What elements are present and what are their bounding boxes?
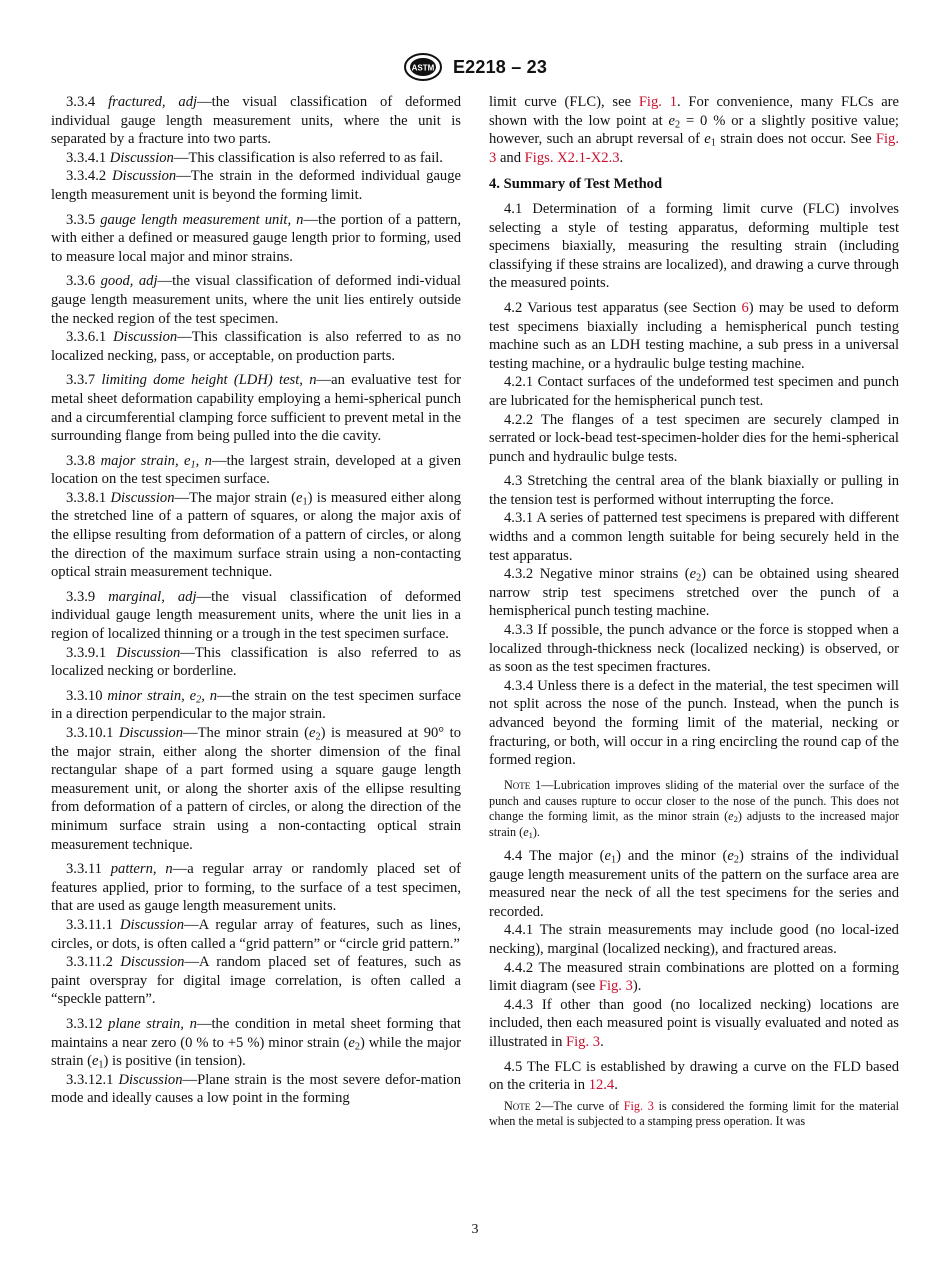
link-fig-3[interactable]: Fig. 3 xyxy=(623,1098,654,1113)
para-4-3-1: 4.3.1 A series of patterned test specimens is prepared with different widths and a common length suitable for being securely held in the test apparatus. xyxy=(489,510,899,564)
section-heading: 4. Summary of Test Method xyxy=(489,176,663,193)
para-3-3-8: 3.3.8 major strain, $e_1$, n—the largest strain, developed at a given location on the test specimen surface. xyxy=(51,452,461,488)
para-3-3-12: 3.3.12 plane strain, n—the condition in metal sheet forming that maintains a near zero (0 % to +5 %) minor strain $(e_2)$ while the major strain $(e_1)$ is positive (in tension). xyxy=(51,1015,461,1071)
para-4-3-3: 4.3.3 If possible, the punch advance or the force is stopped when a localized through-thickness neck (localized necking) is observed, or as soon as the test specimen fractures. xyxy=(489,622,899,676)
link-fig-3[interactable]: Fig. 3 xyxy=(598,978,633,995)
para-4-4-2: 4.4.2 The measured strain combinations are plotted on a forming limit diagram (see Fig. 3). xyxy=(489,959,899,995)
para-3-3-9-1: 3.3.9.1 Discussion—This classification is also referred to as localized necking or borderline. xyxy=(51,644,462,680)
link-fig-1[interactable]: Fig. 1 xyxy=(638,94,677,110)
link-12-4[interactable]: 12.4 xyxy=(588,1077,615,1094)
para-3-3-5: 3.3.5 gauge length measurement unit, n—the portion of a pattern, with either a defined or measured gauge length prior to forming, used to measure local major and minor strains. xyxy=(51,211,461,265)
para-3-3-10: 3.3.10 minor strain, $e_2$, n—the strain on the test specimen surface in a direction perpendicular to the major strain. xyxy=(51,687,462,723)
para-3-3-10-1: 3.3.10.1 Discussion—The minor strain $(e_2)$ is measured at 90° to the major strain, either along the shorter dimension of the final rectangular shape of a part formed using a square gauge length measurement unit, or along the shorter axis of the ellipse resulting from deformation of a pattern of circles, or along the direction of the minimum surface strain using a non-contacting optical strain measurement technique. xyxy=(51,725,461,853)
right-column xyxy=(489,93,899,1136)
para-3-3-12-1-continued: limit curve (FLC), see Fig. 1. For convenience, many FLCs are shown with the low point at $e_2 = 0$ % or a slightly positive value; however, such an abrupt reversal of $e_1$ strain does not occur. See Fig. 3 and Figs. X2.1-X2.3. xyxy=(489,94,900,166)
astm-logo-icon xyxy=(403,52,443,82)
para-3-3-11: 3.3.11 pattern, n—a regular array or randomly placed set of features applied, prior to forming, to the surface of a test specimen, that are used as gauge length measurement units. xyxy=(51,861,461,915)
para-4-4-1: 4.4.1 The strain measurements may include good (no local-ized necking), marginal (localized necking), and fractured areas. xyxy=(489,922,899,957)
para-3-3-9: 3.3.9 marginal, adj—the visual classification of deformed individual gauge length measurement units, where the unit lies in a region of localized thinning or a trough in the test specimen surface. xyxy=(51,588,461,643)
para-3-3-11-1: 3.3.11.1 Discussion—A regular array of features, such as lines, circles, or dots, is often called a “grid pattern” or “circle grid pattern.” xyxy=(51,916,461,952)
para-4-1: 4.1 Determination of a forming limit curve (FLC) involves selecting a style of testing apparatus, deforming multiple test specimens biaxially, measuring the resulting strain (including classifying if these strains are localized), and drawing a curve through the measured points. xyxy=(489,200,899,292)
link-fig-3[interactable]: Fig. 3 xyxy=(489,131,899,166)
para-4-3-2: 4.3.2 Negative minor strains $(e_2)$ can be obtained using sheared narrow strip test specimens stretched over the punch of a hemispherical punch testing machine. xyxy=(489,566,899,620)
para-4-2-1: 4.2.1 Contact surfaces of the undeformed test specimen and punch are lubricated for the hemispherical punch test. xyxy=(489,374,899,409)
para-4-4: 4.4 The major $(e_1)$ and the minor $(e_2)$ strains of the individual gauge length measurement units of the pattern on the surface area are measured near the neck of all the test specimens for the series and recorded. xyxy=(489,847,899,920)
para-3-3-11-2: 3.3.11.2 Discussion—A random placed set of features, such as paint overspray for digital image correlation, is often called a “speckle pattern”. xyxy=(51,954,461,1008)
link-figs-x2[interactable]: Figs. X2.1-X2.3 xyxy=(524,149,620,166)
para-4-3: 4.3 Stretching the central area of the blank biaxially or pulling in the tension test is performed without interrupting the force. xyxy=(489,473,899,508)
para-4-5: 4.5 The FLC is established by drawing a curve on the FLD based on the criteria in 12.4. xyxy=(489,1058,899,1094)
para-3-3-4: 3.3.4 fractured, adj—the visual classification of deformed individual gauge length measurement units, where the unit is separated by a fracture into two parts. xyxy=(51,94,461,148)
para-3-3-6-1: 3.3.6.1 Discussion—This classification is also referred to as no localized necking, pass, or acceptable, on production parts. xyxy=(51,329,461,364)
link-section-6[interactable]: 6 xyxy=(741,299,749,316)
para-3-3-7: 3.3.7 limiting dome height (LDH) test, n—an evaluative test for metal sheet deformation capability employing a hemi-spherical punch and a circumferential clamping force sufficient to prevent metal in the surrounding flange from being pulled into the die cavity. xyxy=(51,372,461,445)
left-column xyxy=(51,93,461,1108)
para-3-3-4-2: 3.3.4.2 Discussion—The strain in the deformed individual gauge length measurement unit is beyond the forming limit. xyxy=(51,168,461,203)
astm-logo-text: ASTM xyxy=(411,63,435,73)
para-3-3-8-1: 3.3.8.1 Discussion—The major strain $(e_1)$ is measured either along the stretched line of a pattern of squares, or along the major axis of the ellipse resulting from deformation of a pattern of circles, or along the direction of the maximum surface strain using a non-contacting optical strain measurement technique. xyxy=(51,489,461,581)
para-3-3-6: 3.3.6 good, adj—the visual classification of deformed indi-vidual gauge length measurement units, where the unit lies entirely outside the necked region of the test specimen. xyxy=(51,273,461,327)
para-3-3-12-1: 3.3.12.1 Discussion—Plane strain is the most severe defor-mation mode and ideally causes a low point in the forming xyxy=(51,1071,461,1107)
para-4-3-4: 4.3.4 Unless there is a defect in the material, the test specimen will not split across the nose of the punch. Instead, when the punch is advanced beyond the forming limit of the material, necking or fracturing, or both, will occur in a ring encircling the round cap of the formed region. xyxy=(489,677,899,769)
note-2: Note 2—The curve of Fig. 3 is considered the forming limit for the material when the metal is subjected to a stamping press operation. It was xyxy=(489,1098,900,1129)
para-4-2-2: 4.2.2 The flanges of a test specimen are securely clamped in serrated or lock-bead test-specimen-holder dies for the hemi-spherical punch and hydraulic bulge tests. xyxy=(489,411,899,465)
page-header xyxy=(0,52,950,82)
para-4-4-3: 4.4.3 If other than good (no localized necking) locations are included, then each measured point is visually evaluated and noted as illustrated in Fig. 3. xyxy=(489,996,899,1050)
link-fig-3[interactable]: Fig. 3 xyxy=(566,1033,601,1050)
para-3-3-4-1: 3.3.4.1 Discussion—This classification is also referred to as fail. xyxy=(66,149,443,166)
standard-designation: E2218 – 23 xyxy=(452,56,548,77)
page-number: 3 xyxy=(471,1222,479,1237)
para-4-2: 4.2 Various test apparatus (see Section 6) may be used to deform test specimens biaxially including a hemispherical punch testing machine such as an LDH testing machine, a sub press in a universal testing machine, or a hydraulic bulge testing machine. xyxy=(489,299,899,372)
note-1: Note 1—Lubrication improves sliding of the material over the surface of the punch and causes rupture to occur closer to the nose of the punch. This does not change the forming limit, as the minor strain $(e_2)$ adjusts to the increased major strain $(e_1)$. xyxy=(489,777,899,841)
